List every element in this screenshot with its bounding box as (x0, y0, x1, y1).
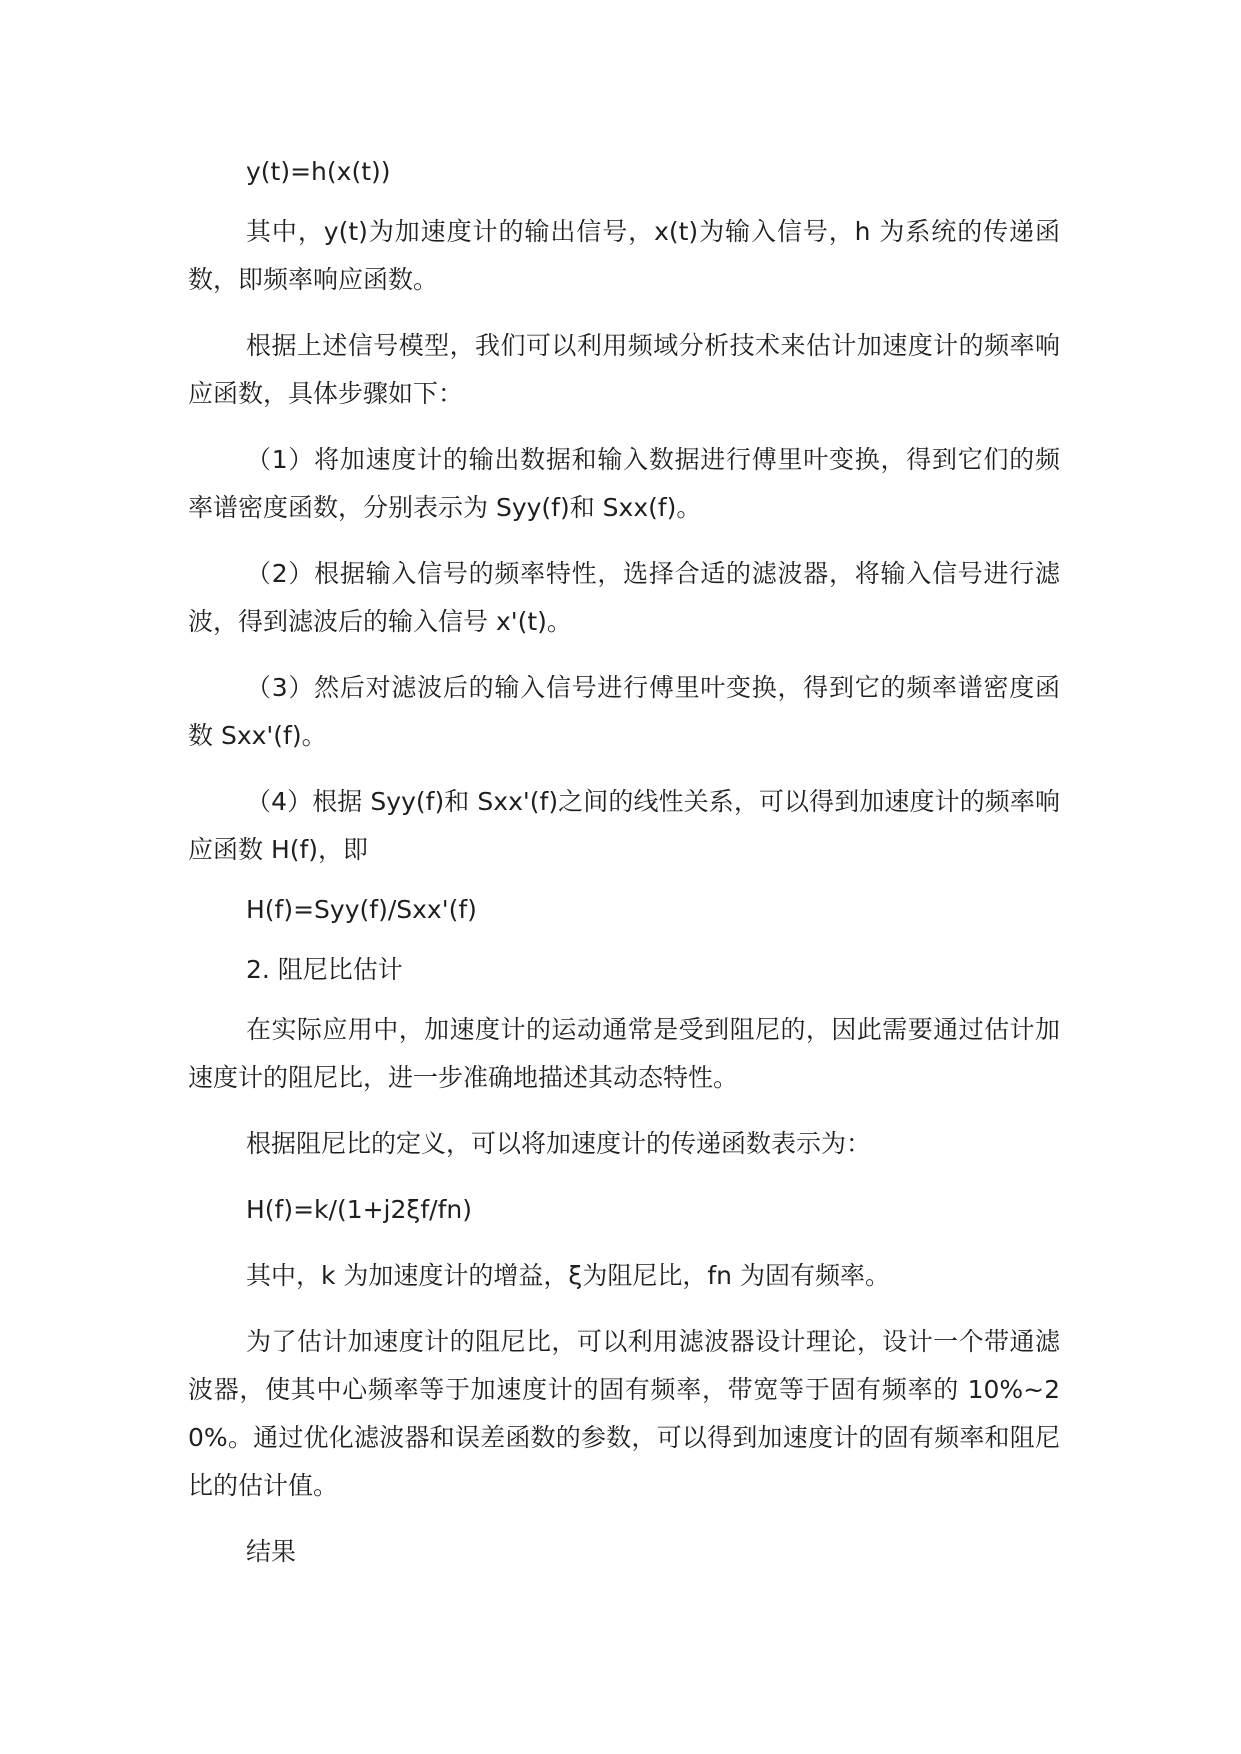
paragraph-signal-definition: 其中，y(t)为加速度计的输出信号，x(t)为输入信号，h 为系统的传递函数，即频率响应函数。 (188, 217, 1060, 294)
list-item-step-1: （1）将加速度计的输出数据和输入数据进行傅里叶变换，得到它们的频率谱密度函数，分别表示为 Syy(f)和 Sxx(f)。 (188, 445, 1060, 522)
list-item-step-3: （3）然后对滤波后的输入信号进行傅里叶变换，得到它的频率谱密度函数 Sxx'(f)。 (188, 673, 1060, 750)
formula-output-signal: y(t)=h(x(t)) (246, 157, 391, 186)
paragraph-damping-context: 在实际应用中，加速度计的运动通常是受到阻尼的，因此需要通过估计加速度计的阻尼比，进一步准确地描述其动态特性。 (188, 1015, 1060, 1092)
section-heading-results: 结果 (246, 1537, 297, 1566)
formula-frequency-response: H(f)=Syy(f)/Sxx'(f) (246, 895, 477, 924)
section-heading-damping: 2. 阻尼比估计 (246, 955, 403, 984)
document-page (188, 148, 1060, 1576)
paragraph-method-intro: 根据上述信号模型，我们可以利用频域分析技术来估计加速度计的频率响应函数，具体步骤如下： (188, 331, 1060, 408)
paragraph-transfer-function-intro: 根据阻尼比的定义，可以将加速度计的传递函数表示为： (246, 1129, 872, 1158)
paragraph-parameter-definitions: 其中，k 为加速度计的增益，ξ为阻尼比，fn 为固有频率。 (246, 1261, 890, 1290)
list-item-step-2: （2）根据输入信号的频率特性，选择合适的滤波器，将输入信号进行滤波，得到滤波后的输入信号 x'(t)。 (188, 559, 1060, 636)
formula-transfer-function: H(f)=k/(1+j2ξf/fn) (246, 1195, 472, 1224)
list-item-step-4: （4）根据 Syy(f)和 Sxx'(f)之间的线性关系，可以得到加速度计的频率响应函数 H(f)，即 (188, 787, 1060, 864)
paragraph-filter-design: 为了估计加速度计的阻尼比，可以利用滤波器设计理论，设计一个带通滤波器，使其中心频率等于加速度计的固有频率，带宽等于固有频率的 10%~20%。通过优化滤波器和误差函数的参数，可以得到加速度计的固有频率和阻尼比的估计值。 (188, 1327, 1060, 1500)
